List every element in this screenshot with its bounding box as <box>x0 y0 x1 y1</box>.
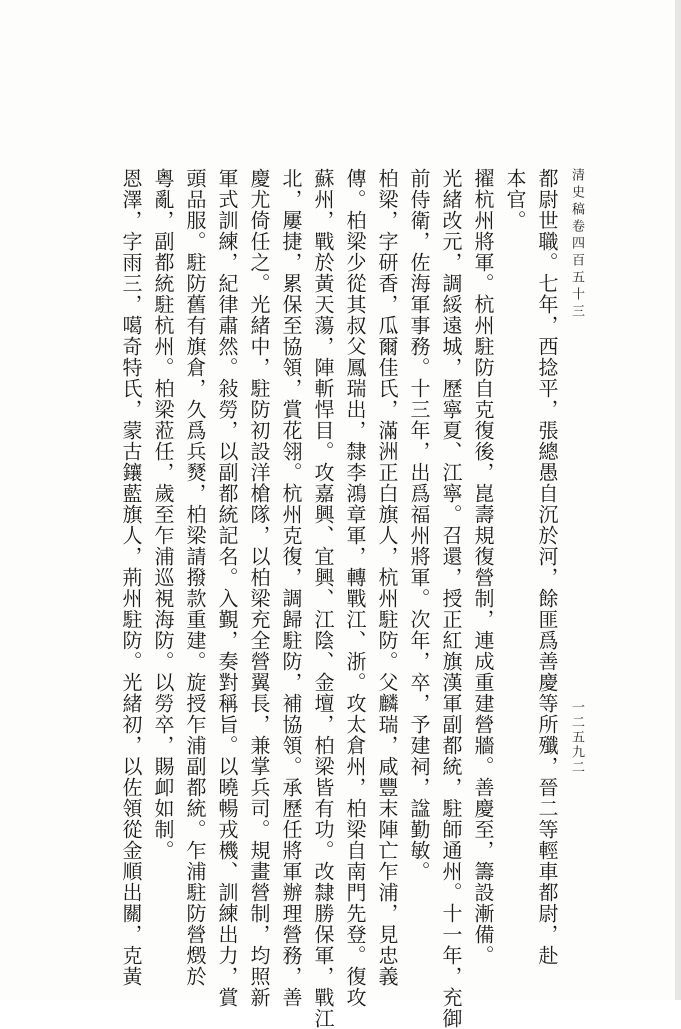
text-column: 本官。 <box>503 168 527 231</box>
text-column: 柏梁，字研香，瓜爾佳氏，滿洲正白旗人，杭州駐防。父麟瑞，咸豐末陣亡乍浦，見忠義 <box>375 168 399 987</box>
text-column: 恩澤，字雨三，噶奇特氏，蒙古鑲藍旗人，荊州駐防。光緒初，以佐領從金順出關，克黃 <box>119 168 143 987</box>
running-title: 清史稿卷四百五十三 <box>569 168 584 321</box>
text-column: 前侍衛，佐海軍事務。十三年，出爲福州將軍。次年，卒，予建祠，諡勤敏。 <box>407 168 431 882</box>
text-column: 擢杭州將軍。杭州駐防自克復後，崑壽規復營制，連成重建營牆。善慶至，籌設漸備。 <box>471 168 495 966</box>
page-edge <box>675 0 681 1000</box>
text-column: 慶尤倚任之。光緒中，駐防初設洋槍隊，以柏梁充全營翼長，兼掌兵司。規畫營制，均照新 <box>247 168 271 1008</box>
text-column: 傳。柏梁少從其叔父鳳瑞出，隸李鴻章軍，轉戰江、浙。攻太倉州，柏梁自南門先登。復攻 <box>343 168 367 1008</box>
text-column: 都尉世職。七年，西捻平，張總愚自沉於河，餘匪爲善慶等所殲，晉二等輕車都尉，赴 <box>535 168 559 966</box>
text-column: 粵亂，副都統駐杭州。柏梁蒞任，歲至乍浦巡視海防。以勞卒，賜卹如制。 <box>151 168 175 861</box>
text-column: 光緒改元，調綏遠城，歷寧夏、江寧。召還，授正紅旗漢軍副都統，駐師通州。十一年，充御 <box>439 168 463 1029</box>
text-column: 頭品服。駐防舊有旗倉，久爲兵燹，柏梁請撥款重建。旋授乍浦副都統。乍浦駐防營燬於 <box>183 168 207 987</box>
text-column: 軍式訓練，紀律肅然。敍勞，以副都統記名。入覲，奏對稱旨。以曉暢戎機、訓練出力，賞 <box>215 168 239 1008</box>
text-column: 蘇州，戰於黃天蕩，陣斬悍目。攻嘉興、宜興、江陰、金壇，柏梁皆有功。改隸勝保軍，戰江 <box>311 168 335 1029</box>
page-number: 一二五九二 <box>569 700 584 775</box>
text-column: 北，屢捷，累保至協領，賞花翎。杭州克復，調歸駐防，補協領。承歷任將軍辦理營務，善 <box>279 168 303 1008</box>
text-body <box>119 168 563 1029</box>
